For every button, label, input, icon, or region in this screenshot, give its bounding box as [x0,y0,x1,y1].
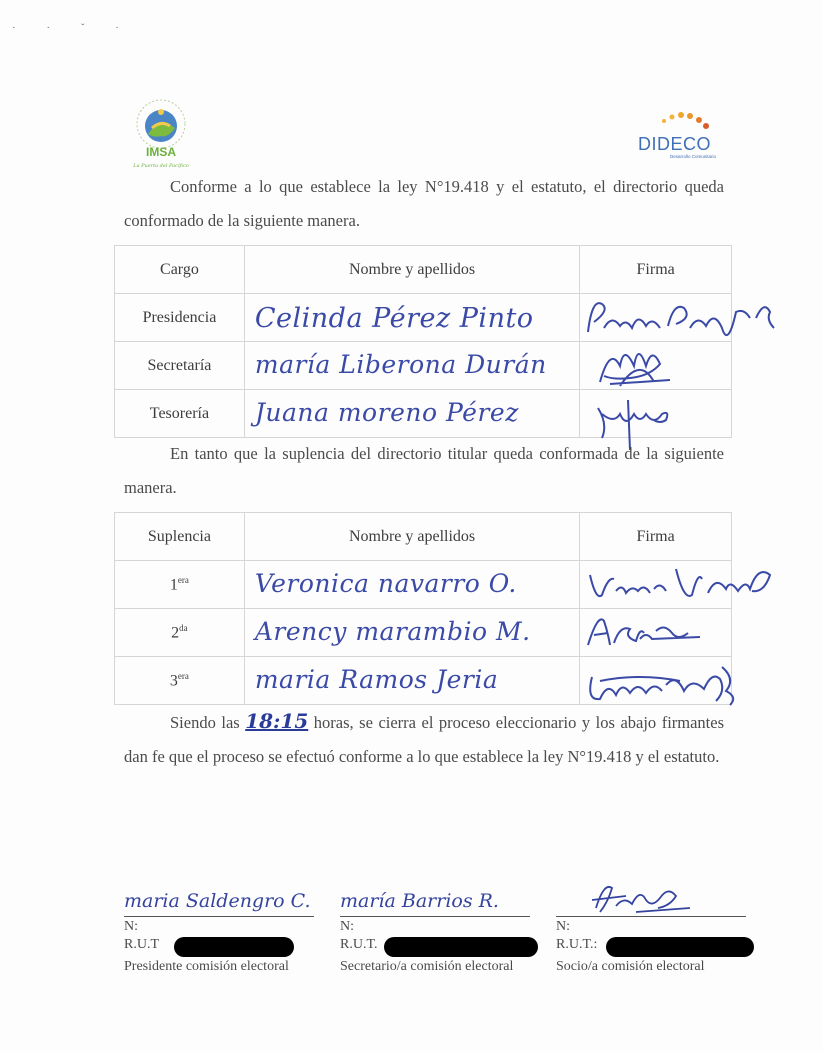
signature-line [556,916,746,917]
header-suplencia: Suplencia [115,513,245,561]
table-row [115,561,732,609]
table-row [115,342,732,390]
handwritten-hour: 18:15 [245,709,309,733]
name-cell [244,390,579,438]
redaction-bar [384,937,538,957]
handwritten-area [124,878,314,916]
header-nombre: Nombre y apellidos [244,513,579,561]
rut-row [124,937,314,957]
rut-row [556,937,746,957]
rut-label: R.U.T.: [556,937,598,952]
closing-paragraph: Siendo las 18:15 horas, se cierra el proceso eleccionario y los abajo firmantes dan fe que el proceso se efectuó conforme a lo que establece la ley N°19.418 y el estatuto. [124,709,725,766]
handwritten-signature [586,878,696,916]
redaction-bar [606,937,754,957]
handwritten-area [340,878,530,916]
signer-role: Socio/a comisión electoral [556,959,705,974]
svg-text:La Puerta del Pacífico: La Puerta del Pacífico [133,163,189,169]
handwritten-name: Arency marambio M. [254,617,531,646]
signer-role: Presidente comisión electoral [124,959,289,974]
handwritten-signature-text: maria Saldengro C. [124,890,311,912]
handwritten-name: maría Liberona Durán [254,350,547,379]
name-cell [244,609,579,657]
rut-label: R.U.T. [340,937,378,952]
signature-cell [580,342,732,390]
handwritten-area [556,878,746,916]
name-cell [244,657,579,705]
header-firma: Firma [580,246,732,294]
table-row [115,609,732,657]
signer-president [124,878,314,975]
name-label: N: [340,919,354,934]
table-row [115,294,732,342]
signature-cell [580,657,732,705]
signature-cell [580,609,732,657]
role-cell: Presidencia [115,294,245,342]
rut-label: R.U.T [124,937,159,952]
signature-line [124,916,314,917]
handwritten-name: Celinda Pérez Pinto [254,303,534,334]
rank-cell: $2^{da}$ [115,609,245,657]
header-nombre: Nombre y apellidos [244,246,579,294]
signature-line [340,916,530,917]
scan-specks: · · ˇ · [12,22,133,34]
handwritten-signature-text: maría Barrios R. [340,890,499,912]
substitutes-paragraph: En tanto que la suplencia del directorio titular queda conformada de la siguiente manera. [124,444,724,497]
name-cell [244,294,579,342]
dideco-logo [630,108,722,168]
signature-cell [580,561,732,609]
handwritten-signature [580,651,780,711]
table-header-row [115,513,732,561]
name-label: N: [124,919,138,934]
svg-text:Desarrollo Comunitario: Desarrollo Comunitario [670,154,717,159]
substitutes-table [114,512,732,705]
imsa-logo [118,98,204,172]
svg-text:DIDECO: DIDECO [638,134,712,154]
handwritten-name: maria Ramos Jeria [254,665,499,694]
handwritten-signature [580,384,780,444]
table-header-row [115,246,732,294]
header-firma: Firma [580,513,732,561]
role-cell: Tesorería [115,390,245,438]
name-label: N: [556,919,570,934]
board-table [114,245,732,438]
svg-text:IMSA: IMSA [146,145,176,159]
name-cell [244,342,579,390]
handwritten-name: Juana moreno Pérez [254,398,519,427]
table-row [115,390,732,438]
name-cell [244,561,579,609]
signature-cell [580,294,732,342]
handwritten-name: Veronica navarro O. [254,569,517,598]
rut-row [340,937,530,957]
rank-cell: $1^{era}$ [115,561,245,609]
table-row [115,657,732,705]
signer-secretary [340,878,530,975]
redaction-bar [174,937,294,957]
rank-cell: $3^{era}$ [115,657,245,705]
role-cell: Secretaría [115,342,245,390]
header-cargo: Cargo [115,246,245,294]
intro-paragraph: Conforme a lo que establece la ley N°19.418 y el estatuto, el directorio queda conformado de la siguiente manera. [124,177,724,230]
signer-member [556,878,746,975]
signature-cell [580,390,732,438]
signer-role: Secretario/a comisión electoral [340,959,514,974]
